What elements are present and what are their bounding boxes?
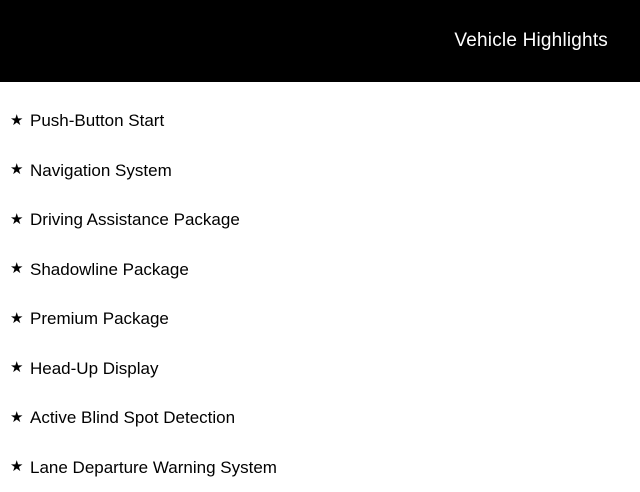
list-item (0, 294, 640, 344)
star-bullet-icon: ★ (10, 113, 30, 129)
star-bullet-icon: ★ (10, 212, 30, 228)
list-item-label: Shadowline Package (30, 261, 189, 278)
list-item-label: Push-Button Start (30, 112, 164, 129)
list-item (0, 443, 640, 492)
list-item (0, 245, 640, 295)
star-bullet-icon: ★ (10, 311, 30, 327)
page-title: Vehicle Highlights (454, 31, 608, 52)
header-bar (0, 0, 640, 82)
list-item-label: Head-Up Display (30, 360, 159, 377)
list-item (0, 146, 640, 196)
list-item-label: Lane Departure Warning System (30, 459, 277, 476)
list-item-label: Navigation System (30, 162, 172, 179)
star-bullet-icon: ★ (10, 261, 30, 277)
list-item (0, 393, 640, 443)
list-item-label: Driving Assistance Package (30, 211, 240, 228)
star-bullet-icon: ★ (10, 162, 30, 178)
star-bullet-icon: ★ (10, 360, 30, 376)
list-item-label: Active Blind Spot Detection (30, 409, 235, 426)
list-item-label: Premium Package (30, 310, 169, 327)
star-bullet-icon: ★ (10, 410, 30, 426)
list-item (0, 96, 640, 146)
list-item (0, 344, 640, 394)
vehicle-highlights-list (0, 82, 640, 492)
list-item (0, 195, 640, 245)
star-bullet-icon: ★ (10, 459, 30, 475)
